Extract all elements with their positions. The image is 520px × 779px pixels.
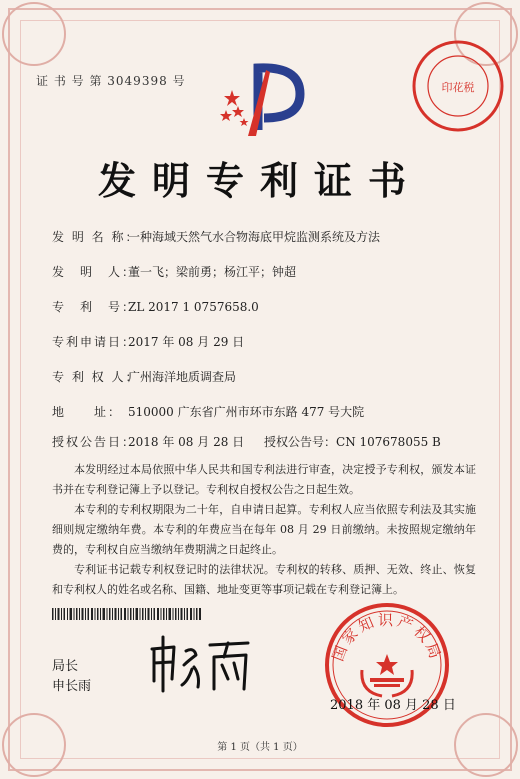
seal-text: 国家知识产权局 xyxy=(328,611,446,664)
address-value: 510000 广东省广州市环市东路 477 号大院 xyxy=(128,405,365,419)
invention-name-value: 一种海域天然气水合物海底甲烷监测系统及方法 xyxy=(128,230,381,244)
inventor-label: 发 明 人： xyxy=(52,265,137,279)
patent-number-row xyxy=(52,298,259,315)
filing-date-value: 2017 年 08 月 29 日 xyxy=(128,335,245,349)
filing-date-row xyxy=(52,333,244,350)
paragraph-3: 专利证书记载专利权登记时的法律状况。专利权的转移、质押、无效、终止、恢复和专利权人的姓名或名称、国籍、地址变更等事项记载在专利登记簿上。 xyxy=(52,563,476,596)
patentee-label: 专 利 权 人： xyxy=(52,370,140,384)
director-title: 局长 xyxy=(52,659,79,674)
tax-stamp-icon xyxy=(410,38,506,134)
grant-number-row xyxy=(264,433,441,450)
grant-date-label: 授权公告日： xyxy=(52,435,137,449)
patent-office-logo-icon xyxy=(218,60,308,140)
barcode-icon xyxy=(52,608,202,620)
seal-date: 2018 年 08 月 28 日 xyxy=(330,698,456,713)
patent-number-value: ZL 2017 1 0757658.0 xyxy=(128,300,259,314)
certificate-number xyxy=(36,72,186,89)
address-label: 地 址： xyxy=(52,405,123,419)
tax-stamp-text: 印花税 xyxy=(441,81,475,94)
signature-icon xyxy=(148,635,258,695)
grant-date-value: 2018 年 08 月 28 日 xyxy=(128,435,245,449)
filing-date-label: 专利申请日： xyxy=(52,335,137,349)
paragraph-2: 本专利的专利权期限为二十年，自申请日起算。专利权人应当依照专利法及其实施细则规定缴纳年费。本专利的年费应当在每年 08 月 29 日前缴纳。未按照规定缴纳年费的，专利权自应当缴纳年费期满之日起终止。 xyxy=(52,503,476,556)
paragraph-1: 本发明经过本局依照中华人民共和国专利法进行审查，决定授予专利权，颁发本证书并在专利登记簿上予以登记。专利权自授权公告之日起生效。 xyxy=(52,463,476,496)
corner-ornament-tl xyxy=(2,2,66,66)
grant-number-label: 授权公告号： xyxy=(264,435,337,449)
patent-number-label: 专 利 号： xyxy=(52,300,137,314)
page-footer: 第 1 页（共 1 页） xyxy=(217,742,303,753)
page-title: 发明专利证书 xyxy=(97,158,422,203)
patentee-value: 广州海洋地质调查局 xyxy=(128,370,237,384)
patentee-row xyxy=(52,368,236,385)
address-row xyxy=(52,403,364,420)
invention-name-label: 发 明 名 称： xyxy=(52,230,140,244)
invention-name-row xyxy=(52,228,380,245)
inventor-value: 董一飞；梁前勇；杨江平；钟超 xyxy=(128,265,297,279)
director-name: 申长雨 xyxy=(52,679,92,694)
grant-number-value: CN 107678055 B xyxy=(336,435,441,449)
grant-date-row xyxy=(52,433,244,450)
certificate-number-suffix: 号 xyxy=(172,74,186,88)
certificate-number-value: 3049398 xyxy=(107,74,168,88)
certificate-number-label: 证 书 号 第 xyxy=(36,74,103,88)
inventor-row xyxy=(52,263,296,280)
